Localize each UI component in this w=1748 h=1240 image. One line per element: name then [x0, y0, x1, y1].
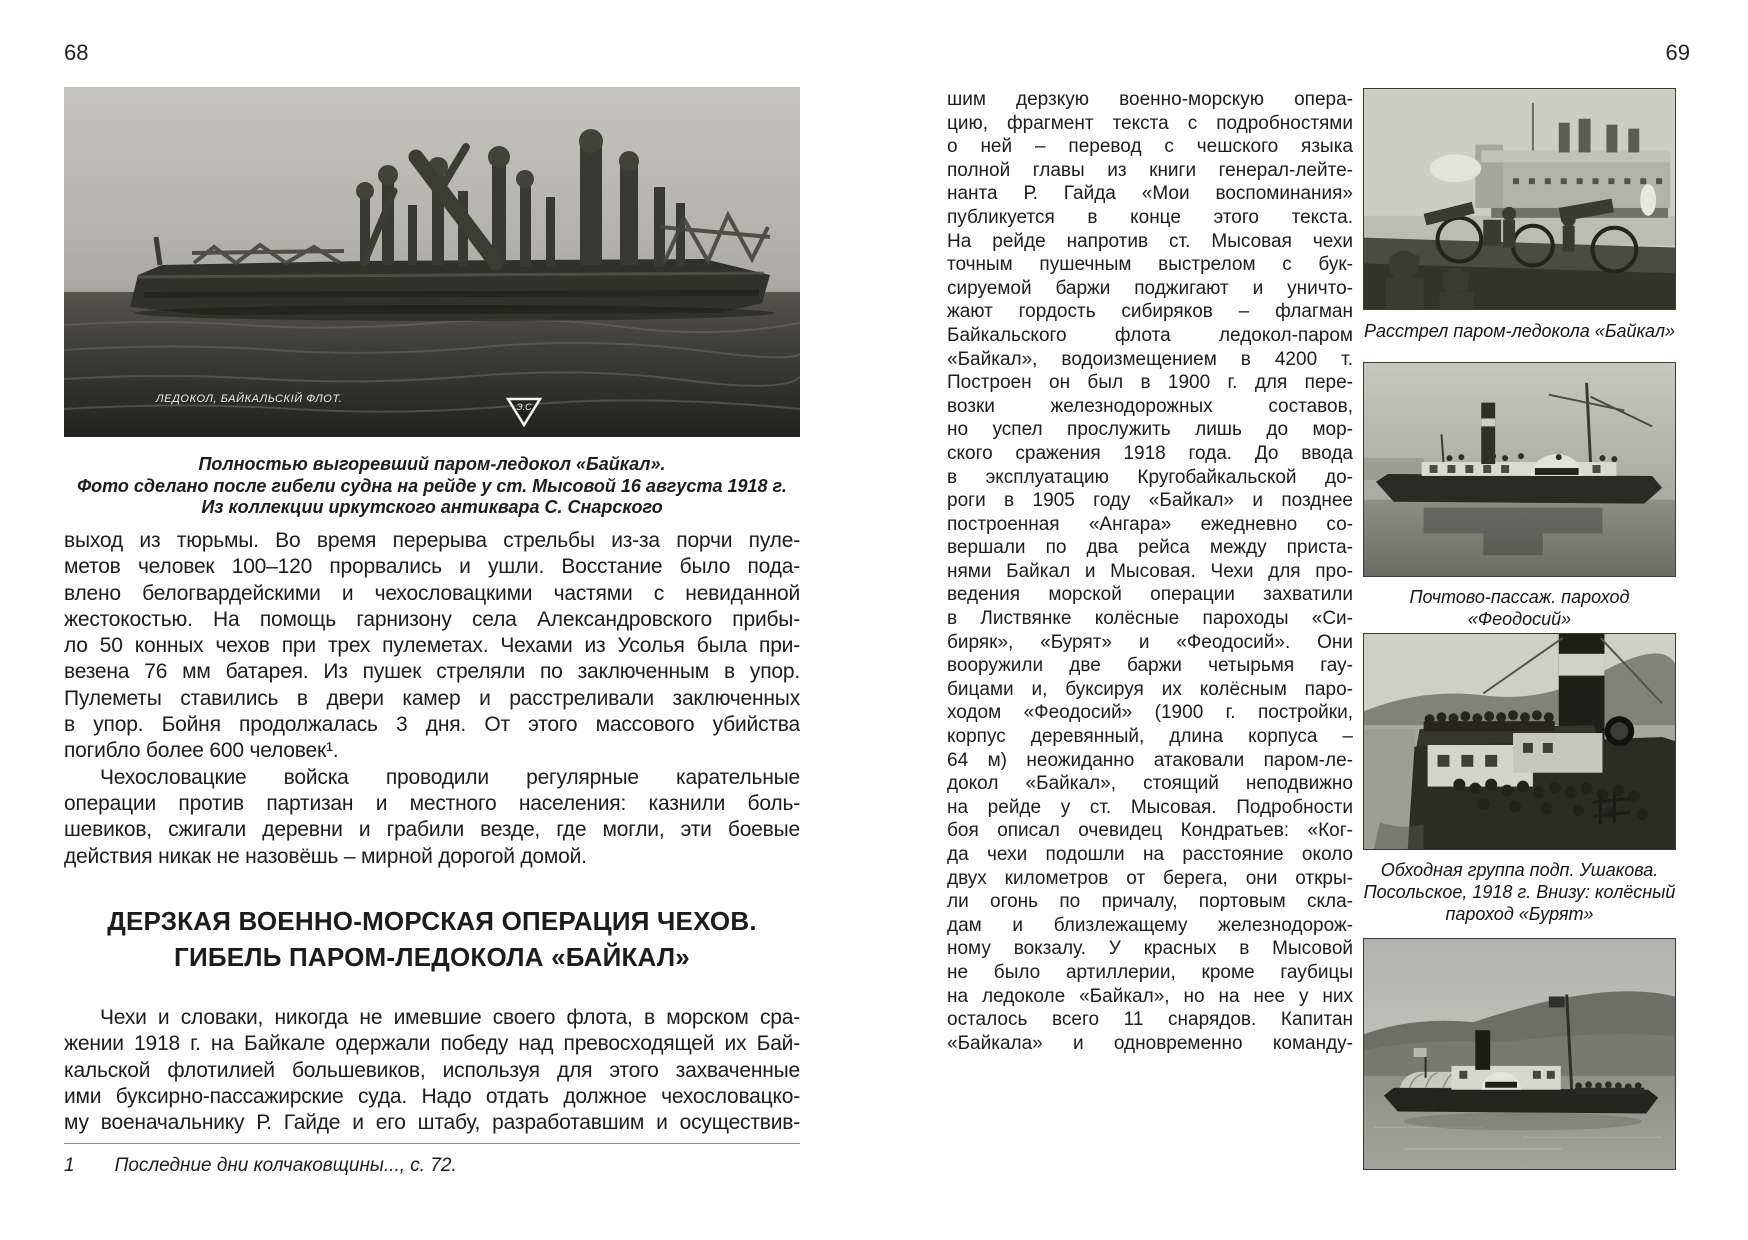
footnote — [64, 1155, 800, 1177]
text-line: «Байкала» и одновременно команду- — [947, 1032, 1353, 1054]
badge-initials: Э.С — [516, 402, 532, 412]
photographer-badge — [506, 397, 542, 427]
left-page-body — [64, 528, 800, 870]
text-line: жают гордость сибиряков – флагман — [947, 301, 1353, 323]
text-line: жении 1918 г. на Байкале одержали победу над превосходящей их Бай- — [64, 1032, 800, 1056]
text-line: влено белогвардейскими и чехословацкими частями с невиданной — [64, 581, 800, 605]
figure-caption-feodosiy — [1363, 586, 1676, 630]
text-line: 64 м) неожиданно атаковали паром-ле- — [947, 749, 1353, 771]
text-line: в Листвянке колёсные пароходы «Си- — [947, 608, 1353, 630]
text-line: операции против партизан и местного населения: казнили боль- — [64, 791, 800, 815]
text-line: роги в 1905 году «Байкал» и позднее — [947, 490, 1353, 512]
right-text-column — [947, 88, 1353, 1055]
text-line: вооружили две баржи четырьмя гау- — [947, 655, 1353, 677]
footnote-text: Последние дни колчаковщины..., с. 72. — [114, 1155, 457, 1176]
text-line: дам и близлежащему железнодорож- — [947, 914, 1353, 936]
text-line: Расстрел паром-ледокола «Байкал» — [1363, 321, 1676, 341]
text-line: му военачальнику Р. Гайде и его штабу, разработавшим и осуществив- — [64, 1111, 800, 1135]
text-line: Полностью выгоревший паром-ледокол «Байкал». — [198, 454, 666, 474]
photo-ushakov-group — [1363, 633, 1676, 850]
text-line: действия никак не назовёшь – мирной дорогой домой. — [64, 844, 587, 868]
footnote-rule — [64, 1143, 800, 1144]
text-line: ведения морской операции захватили — [947, 584, 1353, 606]
text-line: нанта Р. Гайда «Мои воспоминания» — [947, 183, 1353, 205]
text-line: Чехословацкие войска проводили регулярные карательные — [100, 765, 800, 789]
triangle-badge-icon — [506, 397, 542, 427]
text-line: шим дерзкую военно-морскую опера- — [947, 89, 1353, 110]
body-paragraph — [64, 765, 800, 870]
text-line: Чехи и словаки, никогда не имевшие своего флота, в морском сра- — [100, 1006, 800, 1029]
text-line: ими буксирно-пассажирские суда. Надо отдать должное чехословацко- — [64, 1084, 800, 1108]
photo-caption-left — [64, 454, 800, 519]
text-line: жестокостью. На помощь гарнизону села Александровского прибы- — [64, 607, 800, 631]
text-line: публикуется в конце этого текста. — [947, 206, 1353, 228]
body-paragraph — [64, 528, 800, 765]
steamer-feodosiy-graphic — [1364, 363, 1675, 576]
text-line: На рейде напротив ст. Мысовая чехи — [947, 230, 1353, 252]
crowded-boat-graphic — [1364, 634, 1675, 849]
text-line: ному вокзалу. У красных в Мысовой — [947, 938, 1353, 960]
text-line: построенная «Ангара» ежедневно со- — [947, 513, 1353, 535]
text-line: на рейде у ст. Мысовая. Подробности — [947, 796, 1353, 818]
photo-steamer-feodosiy — [1363, 362, 1676, 577]
text-line: корпус деревянный, длина корпуса – — [947, 726, 1353, 748]
text-line: осталось всего 11 снарядов. Капитан — [947, 1009, 1353, 1031]
text-line: в эксплуатацию Кругобайкальской до- — [947, 466, 1353, 488]
text-line: в упор. Бойня продолжалась 3 дня. От этого массового убийства — [64, 713, 800, 737]
photo-attack-on-baikal — [1363, 88, 1676, 310]
figure-caption-ushakov — [1363, 859, 1676, 925]
text-line: биряк», «Бурят» и «Феодосий». Они — [947, 631, 1353, 653]
text-line: о ней – перевод с чешского языка — [947, 136, 1353, 158]
text-line: да чехи подошли на расстояние около — [947, 844, 1353, 865]
text-line: вершали по два рейса между приста- — [947, 537, 1353, 559]
left-page-body-2 — [64, 1005, 800, 1136]
text-line: шевиков, сжигали деревни и грабили везде, где могли, эти боевые — [64, 818, 800, 842]
text-line: полной главы из книги генерал-лейте- — [947, 159, 1353, 181]
text-line: на ледоколе «Байкал», но на нее у них — [947, 985, 1353, 1007]
text-line: но успел прослужить лишь до мор- — [947, 419, 1353, 441]
text-line: погибло более 600 человек¹. — [64, 739, 339, 763]
photo-handwritten-caption: ЛЕДОКОЛ, БАЙКАЛЬСКІЙ ФЛОТ. — [156, 393, 343, 405]
text-line: кальской флотилией большевиков, используя для этого захваченные — [64, 1058, 800, 1082]
text-line: «Байкал», водоизмещением в 4200 т. — [947, 348, 1353, 370]
text-line: Посольское, 1918 г. Внизу: колёсный — [1363, 882, 1676, 902]
text-line: ДЕРЗКАЯ ВОЕННО-МОРСКАЯ ОПЕРАЦИЯ ЧЕХОВ. — [107, 906, 757, 936]
page-number-left: 68 — [64, 40, 89, 65]
text-line: боя описал очевидец Кондратьев: «Ког- — [947, 820, 1353, 842]
text-line: бицами и, буксируя их колёсным паро- — [947, 678, 1353, 700]
text-line: ло 50 конных чехов при трех пулеметах. Чехами из Усолья была при- — [64, 634, 800, 658]
steamer-buryat-graphic — [1364, 939, 1675, 1169]
text-line: выход из тюрьмы. Во время перерыва стрельбы из-за порчи пуле- — [64, 529, 800, 552]
text-line: метов человек 100–120 прорвались и ушли. Восстание было пода- — [64, 555, 800, 579]
text-line: Байкальского флота ледокол-паром — [947, 324, 1353, 346]
text-line: сируемой баржи поджигают и уничто- — [947, 277, 1353, 299]
section-heading — [64, 903, 800, 975]
text-line: Из коллекции иркутского антиквара С. Снарского — [201, 497, 663, 518]
text-line: докол «Байкал», стоящий неподвижно — [947, 773, 1353, 795]
text-line: Пулеметы ставились в двери камер и расстреливали заключенных — [64, 686, 800, 710]
text-line: «Феодосий» — [1467, 609, 1572, 629]
figure-caption-attack — [1363, 320, 1676, 342]
text-line: двух километров от берега, они откры- — [947, 867, 1353, 889]
photo-steamer-buryat — [1363, 938, 1676, 1170]
text-line: Построен он был в 1900 г. для пере- — [947, 372, 1353, 394]
photo-burned-icebreaker — [64, 87, 800, 437]
text-line: везена 76 мм батарея. Из пушек стреляли по заключенным в упор. — [64, 660, 800, 684]
text-line: ГИБЕЛЬ ПАРОМ-ЛЕДОКОЛА «БАЙКАЛ» — [174, 942, 690, 972]
text-line: возки железнодорожных составов, — [947, 395, 1353, 417]
attack-illustration-graphic — [1364, 89, 1675, 309]
text-line: Обходная группа подп. Ушакова. — [1380, 860, 1659, 880]
text-line: Почтово-пассаж. пароход — [1409, 587, 1630, 607]
text-line: цию, фрагмент текста с подробностями — [947, 112, 1353, 134]
text-line: ли огонь по причалу, портовым скла- — [947, 891, 1353, 913]
text-line: нями Байкал и Мысовая. Чехи для про- — [947, 560, 1353, 582]
text-line: не было артиллерии, кроме гаубицы — [947, 961, 1353, 983]
text-line: Фото сделано после гибели судна на рейде у ст. Мысовой 16 августа 1918 г. — [77, 475, 787, 496]
body-paragraph — [64, 1005, 800, 1136]
footnote-marker: 1 — [64, 1155, 75, 1176]
text-line: точным пушечным выстрелом с бук- — [947, 254, 1353, 276]
text-line: ского сражения 1918 года. До ввода — [947, 442, 1353, 464]
text-line: пароход «Бурят» — [1445, 904, 1594, 924]
text-line: ходом «Феодосий» (1900 г. постройки, — [947, 702, 1353, 724]
burned-ship-graphic — [64, 87, 800, 437]
page-number-right: 69 — [1665, 40, 1690, 65]
